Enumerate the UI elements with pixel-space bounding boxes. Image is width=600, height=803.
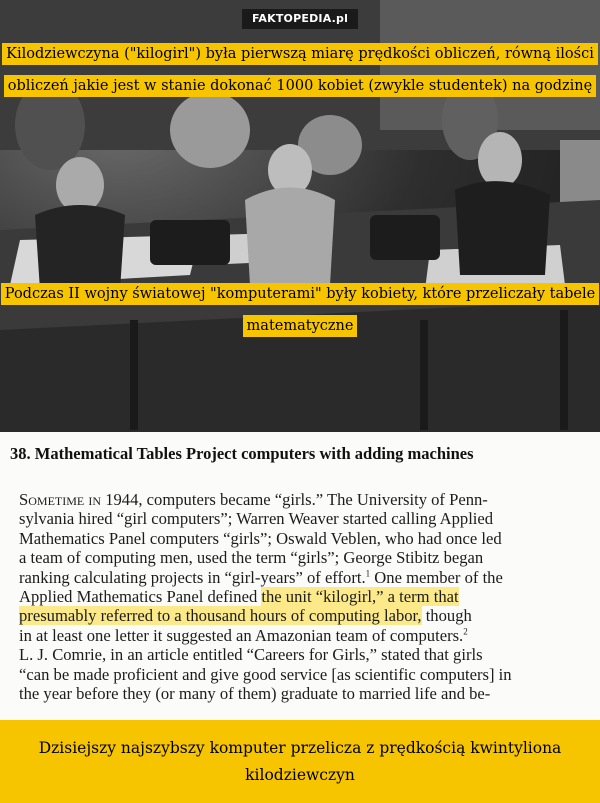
faktopedia-watermark: FAKTOPEDIA.pl xyxy=(242,9,358,29)
book-line xyxy=(19,626,595,645)
book-line xyxy=(19,587,595,606)
book-line: Mathematics Panel computers “girls”; Oswald Veblen, who had once led xyxy=(19,528,502,548)
book-line-smallcaps: Sometime in xyxy=(19,490,102,509)
footnote-marker: 1 xyxy=(365,568,371,579)
book-line-text: ranking calculating projects in “girl-years” of effort. xyxy=(19,567,366,587)
book-line: “can be made proficient and give good service [as scientific computers] in xyxy=(19,664,512,684)
caption-middle xyxy=(0,278,600,342)
caption-top xyxy=(0,38,600,102)
book-line-text: in at least one letter it suggested an Amazonian team of computers. xyxy=(19,625,464,645)
book-line-text: 1944, computers became “girls.” The University of Penn- xyxy=(101,490,488,509)
highlighted-text: the unit “kilogirl,” a term that xyxy=(261,587,459,607)
footer-caption: Dzisiejszy najszybszy komputer przelicza z prędkością kwintyliona kilodziewczyn xyxy=(38,739,562,784)
book-figure-heading: 38. Mathematical Tables Project computers with adding machines xyxy=(10,444,474,463)
highlighted-text: presumably referred to a thousand hours of computing labor, xyxy=(19,606,422,626)
caption-top-text: Kilodziewczyna ("kilogirl") była pierwszą miarę prędkości obliczeń, równą ilości obliczeń jakie jest w stanie dokonać 1000 kobiet (zwykle studentek) na godzinę xyxy=(2,43,598,97)
caption-middle-text: Podczas II wojny światowej "komputerami" były kobiety, które przeliczały tabele matematyczne xyxy=(1,283,599,337)
book-line: the year before they (or many of them) graduate to married life and be- xyxy=(19,684,491,704)
book-line-text: One member of the xyxy=(370,567,503,587)
book-line-text: Applied Mathematics Panel defined xyxy=(19,587,262,607)
book-page-excerpt xyxy=(0,432,600,720)
book-paragraph xyxy=(19,490,595,703)
book-line: a team of computing men, used the term “girls”; George Stibitz began xyxy=(19,548,484,568)
book-line-text: though xyxy=(421,606,472,626)
footer-caption-bar xyxy=(0,720,600,803)
book-line xyxy=(19,490,595,509)
book-line xyxy=(19,568,595,587)
book-line: sylvania hired “girl computers”; Warren Weaver started calling Applied xyxy=(19,509,494,529)
footnote-marker: 2 xyxy=(463,626,468,637)
book-line xyxy=(19,606,595,625)
book-line: L. J. Comrie, in an article entitled “Careers for Girls,” stated that girls xyxy=(19,645,483,665)
